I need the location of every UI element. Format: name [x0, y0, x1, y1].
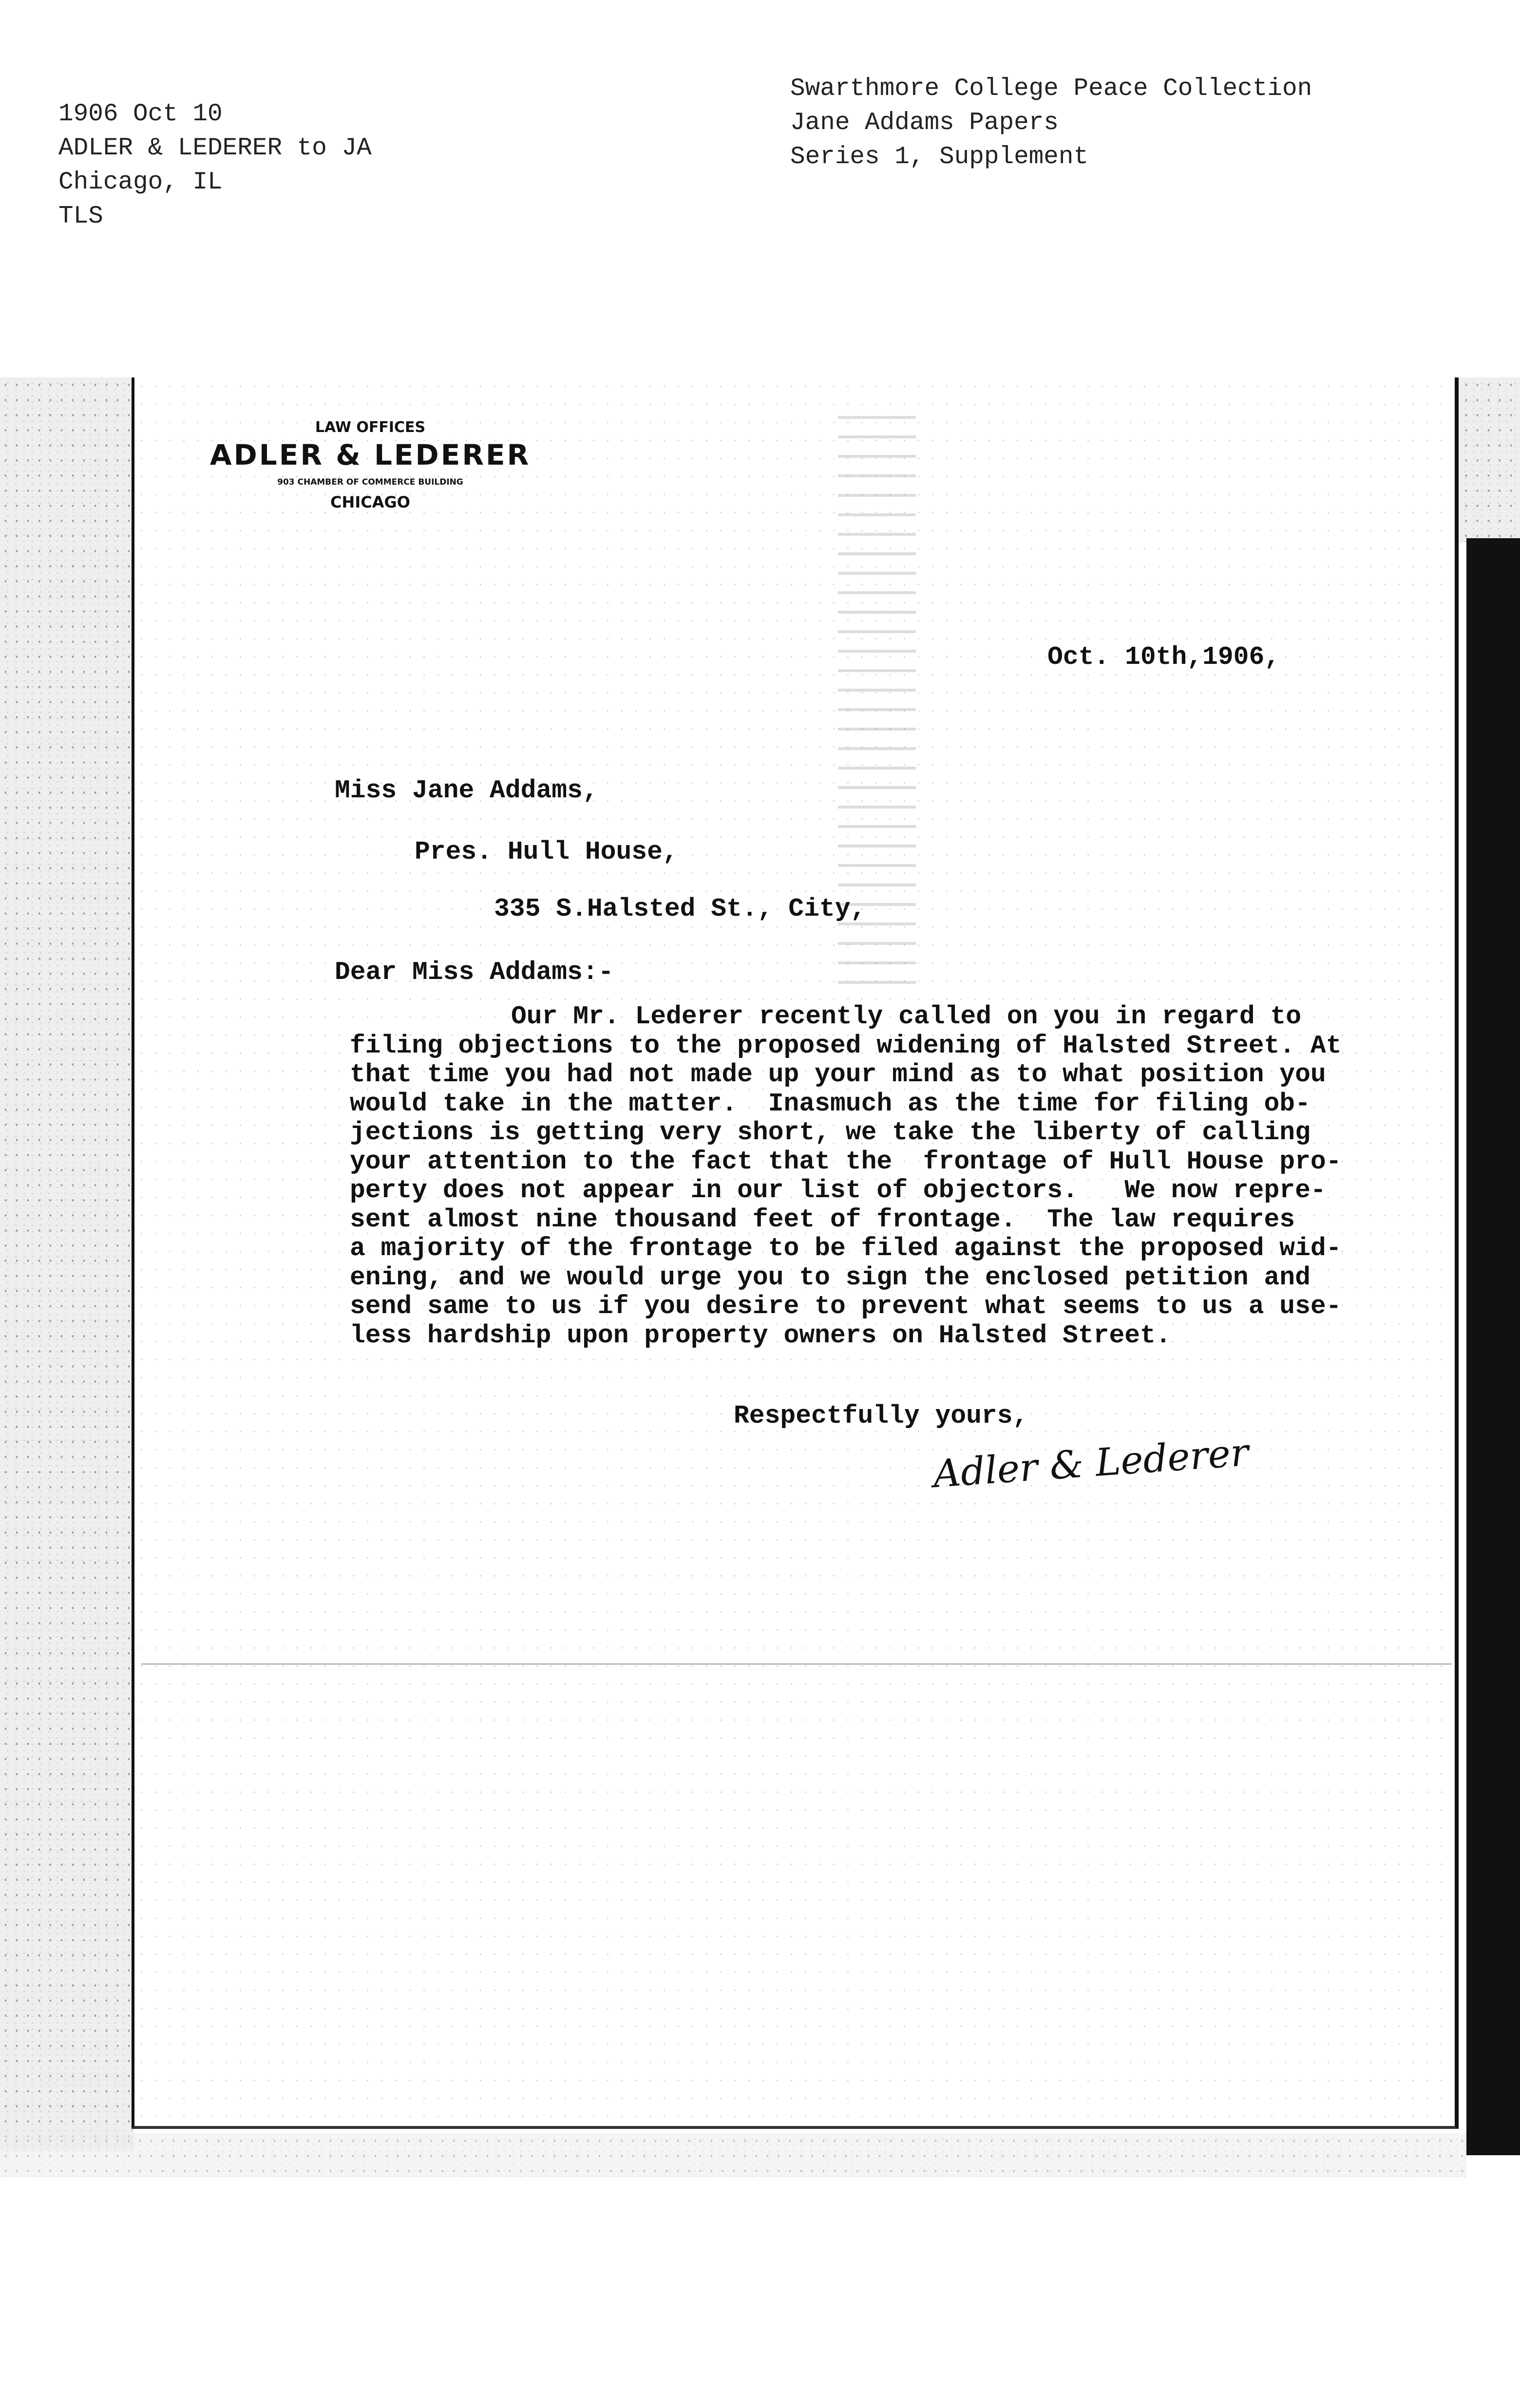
body-line: ening, and we would urge you to sign the enclosed petition and: [350, 1262, 1311, 1292]
letterhead-address: 903 CHAMBER OF COMMERCE BUILDING: [277, 477, 463, 487]
papers-name: Jane Addams Papers: [790, 109, 1059, 137]
recipient-address: 335 S.Halsted St., City,: [494, 894, 866, 923]
letter-body: [350, 1002, 1342, 1350]
letter-date: Oct. 10th,1906,: [1047, 642, 1280, 672]
body-line: your attention to the fact that the frontage of Hull House pro-: [350, 1147, 1342, 1176]
body-line: send same to us if you desire to prevent what seems to us a use-: [350, 1292, 1342, 1321]
scan-background-right: [1449, 377, 1520, 543]
catalog-place: Chicago, IL: [58, 169, 223, 196]
body-line: that time you had not made up your mind as to what position you: [350, 1060, 1326, 1089]
letterhead-city: CHICAGO: [330, 493, 410, 511]
body-line: perty does not appear in our list of objectors. We now repre-: [350, 1176, 1326, 1205]
handwritten-signature: Adler & Lederer: [931, 1430, 1250, 1497]
catalog-correspondents: ADLER & LEDERER to JA: [58, 134, 372, 162]
recipient-title: Pres. Hull House,: [415, 837, 678, 866]
scan-dark-edge: [1466, 538, 1520, 2155]
body-line: sent almost nine thousand feet of frontage. The law requires: [350, 1204, 1295, 1234]
catalog-date: 1906 Oct 10: [58, 100, 223, 128]
body-line: would take in the matter. Inasmuch as the time for filing ob-: [350, 1089, 1311, 1118]
salutation: Dear Miss Addams:-: [335, 958, 614, 987]
scan-background-left: [0, 377, 134, 2150]
catalog-info-left: [58, 97, 372, 234]
body-line: less hardship upon property owners on Halsted Street.: [350, 1320, 1171, 1350]
recipient-name: Miss Jane Addams,: [335, 776, 598, 805]
scan-background-bottom: [0, 2133, 1466, 2177]
letterhead-law-offices: LAW OFFICES: [315, 419, 426, 436]
letterhead-firm-name: ADLER & LEDERER: [209, 438, 531, 471]
body-line: Our Mr. Lederer recently called on you in regard to: [511, 1002, 1302, 1031]
closing: Respectfully yours,: [734, 1401, 1028, 1430]
catalog-type: TLS: [58, 203, 103, 230]
body-line: jections is getting very short, we take the liberty of calling: [350, 1118, 1311, 1147]
collection-name: Swarthmore College Peace Collection: [790, 75, 1312, 103]
catalog-info-right: [790, 72, 1312, 174]
body-line: a majority of the frontage to be filed against the proposed wid-: [350, 1234, 1342, 1263]
paper-fold-line: [141, 1663, 1452, 1665]
body-line: filing objections to the proposed widening of Halsted Street. At: [350, 1031, 1342, 1060]
series-name: Series 1, Supplement: [790, 143, 1089, 171]
